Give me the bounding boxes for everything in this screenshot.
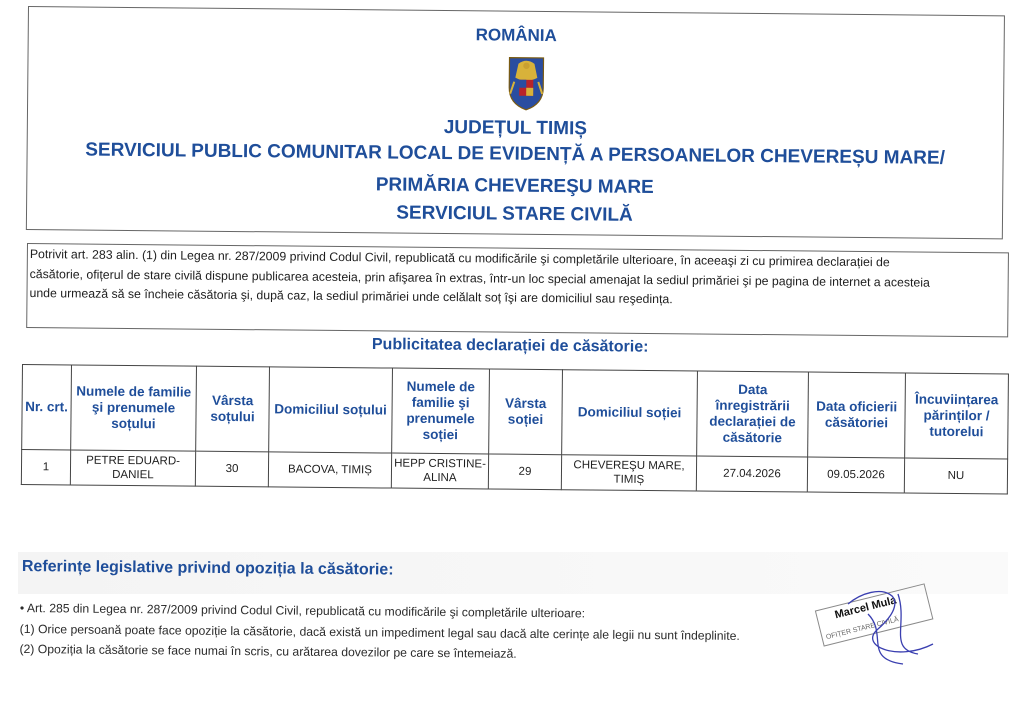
mayoralty-title: PRIMĂRIA CHEVEREŞU MARE: [375, 174, 654, 199]
col-header-wife-address: Domiciliul soției: [562, 370, 698, 456]
service-title: SERVICIUL PUBLIC COMUNITAR LOCAL DE EVIDENȚĂ A PERSOANELOR CHEVEREȘU MARE/: [85, 139, 946, 169]
reference-line: (2) Opoziția la căsătorie se face numai în scris, cu arătarea dovezilor pe care se întemeiază.: [19, 641, 517, 661]
declaration-table: [21, 364, 1009, 494]
table-header-row: [22, 365, 1009, 459]
col-header-consent: Încuviințarea părinților / tutorelui: [905, 373, 1009, 459]
col-header-husband-name: Numele de familie şi prenumele soțului: [71, 365, 197, 451]
cell-wife-name: HEPP CRISTINE-ALINA: [391, 453, 488, 489]
cell-husband-age: 30: [195, 451, 268, 487]
col-header-nr: Nr. crt.: [22, 365, 72, 450]
department-title: SERVICIUL STARE CIVILĂ: [396, 202, 633, 226]
cell-wife-age: 29: [488, 454, 561, 490]
cell-nr: 1: [21, 450, 70, 485]
coat-of-arms-icon: [506, 54, 547, 112]
country-title: ROMÂNIA: [475, 25, 557, 46]
intro-paragraph: [26, 243, 1009, 337]
cell-husband-name: PETRE EDUARD-DANIEL: [70, 450, 195, 486]
declaration-table-wrap: [21, 364, 1009, 494]
reference-line: • Art. 285 din Legea nr. 287/2009 privind Codul Civil, republicată cu modificările şi completările ulterioare:: [19, 600, 586, 621]
references-text: [19, 598, 820, 667]
intro-line: Potrivit art. 283 alin. (1) din Legea nr. 287/2009 privind Codul Civil, republicată cu modificările şi completările ulterioare, în aceeaşi zi cu primirea declarației de: [29, 247, 890, 270]
county-title: JUDEȚUL TIMIȘ: [443, 116, 588, 140]
col-header-registration-date: Data înregistrării declarației de căsătorie: [697, 371, 809, 457]
publication-title: Publicitatea declarației de căsătorie:: [371, 336, 649, 356]
cell-registration-date: 27.04.2026: [696, 456, 807, 492]
cell-ceremony-date: 09.05.2026: [807, 457, 904, 493]
col-header-husband-address: Domiciliul soțului: [269, 367, 393, 453]
col-header-ceremony-date: Data oficierii căsătoriei: [808, 372, 906, 458]
cell-husband-address: BACOVA, TIMIȘ: [268, 452, 391, 488]
reference-line: (1) Orice persoană poate face opoziție la căsătorie, dacă există un impediment legal sau dacă alte cerințe ale legii nu sunt îndeplinite.: [19, 621, 740, 643]
col-header-wife-age: Vârsta soției: [489, 369, 563, 455]
col-header-husband-age: Vârsta soțului: [196, 366, 270, 452]
cell-consent: NU: [904, 458, 1007, 494]
cell-wife-address: CHEVEREŞU MARE, TIMIȘ: [561, 455, 696, 491]
intro-line: căsătorie, ofițerul de stare civilă dispune publicarea acesteia, prin afişarea în extras, într-un loc special amenajat la sediul primăriei şi pe pagina de internet a acesteia: [29, 266, 930, 290]
intro-line: unde urmează să se încheie căsătoria şi, după caz, la sediul primăriei unde celălalt soț îşi are domiciliul sau reşedința.: [29, 286, 673, 307]
stamp-role: OFIȚER STARE CIVILĂ: [825, 616, 900, 642]
header-box: [26, 6, 1005, 239]
references-title: Referințe legislative privind opoziția la căsătorie:: [21, 558, 394, 579]
col-header-wife-name: Numele de familie şi prenumele soției: [392, 368, 490, 454]
signature-stamp: [808, 574, 948, 674]
stamp-name: Marcel Mula: [833, 594, 898, 622]
